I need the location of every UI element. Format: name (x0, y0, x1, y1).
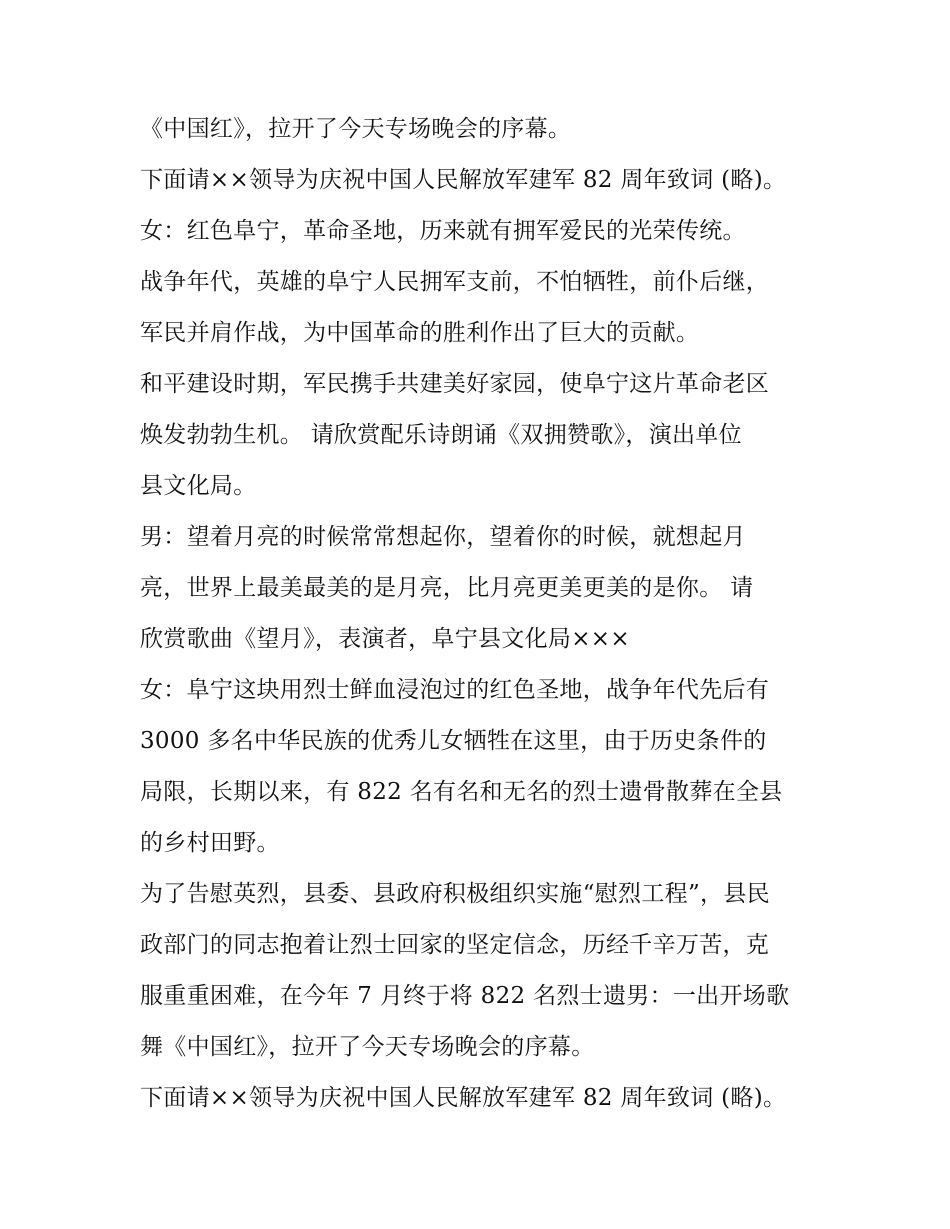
text-line: 的乡村田野。 (140, 830, 280, 856)
text-line: 女：红色阜宁，革命圣地，历来就有拥军爱民的光荣传统。 (140, 218, 746, 244)
text-line: 为了告慰英烈，县委、县政府积极组织实施“慰烈工程”，县民 (140, 881, 770, 907)
text-line: 政部门的同志抱着让烈士回家的坚定信念，历经千辛万苦，克 (140, 932, 770, 958)
text-line: 和平建设时期，军民携手共建美好家园，使阜宁这片革命老区 (140, 371, 770, 397)
text-line: 《中国红》，拉开了今天专场晚会的序幕。 (140, 116, 572, 142)
text-line: 亮，世界上最美最美的是月亮，比月亮更美更美的是你。 请 (140, 575, 754, 601)
text-line: 县文化局。 (140, 473, 257, 499)
text-line: 女：阜宁这块用烈士鲜血浸泡过的红色圣地，战争年代先后有 (140, 677, 770, 703)
text-line: 战争年代，英雄的阜宁人民拥军支前，不怕牺牲，前仆后继， (140, 269, 770, 295)
text-line: 局限，长期以来，有 822 名有名和无名的烈士遗骨散葬在全县 (140, 779, 783, 805)
text-line: 3000 多名中华民族的优秀儿女牺牲在这里，由于历史条件的 (140, 728, 767, 754)
text-line: 军民并肩作战，为中国革命的胜利作出了巨大的贡献。 (140, 320, 700, 346)
text-line: 下面请××领导为庆祝中国人民解放军建军 82 周年致词 (略)。 (140, 167, 787, 193)
text-line: 服重重困难，在今年 7 月终于将 822 名烈士遗男：一出开场歌 (140, 983, 790, 1009)
text-line: 欣赏歌曲《望月》，表演者，阜宁县文化局××× (140, 626, 630, 652)
text-line: 下面请××领导为庆祝中国人民解放军建军 82 周年致词 (略)。 (140, 1085, 787, 1111)
text-line: 焕发勃勃生机。 请欣赏配乐诗朗诵《双拥赞歌》，演出单位 (140, 422, 742, 448)
text-line: 舞《中国红》，拉开了今天专场晚会的序幕。 (140, 1034, 595, 1060)
text-line: 男：望着月亮的时候常常想起你，望着你的时候，就想起月 (140, 524, 746, 550)
